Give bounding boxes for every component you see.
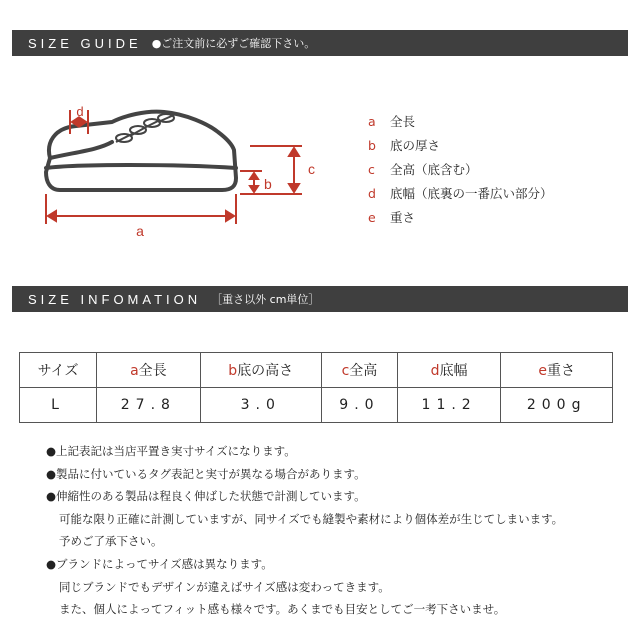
legend-key: b [368, 138, 376, 153]
legend-item [368, 134, 553, 158]
legend-key: e [368, 210, 376, 225]
size-table [19, 352, 613, 423]
table-header-row [20, 353, 613, 388]
diagram-label-a: a [136, 223, 144, 239]
legend-text: 全長 [390, 114, 416, 129]
size-guide-bar [12, 30, 628, 56]
measurement-legend [368, 110, 553, 230]
header-label: 全高 [349, 363, 378, 379]
legend-text: 底の厚さ [390, 138, 441, 153]
size-guide-title: SIZE GUIDE [28, 35, 142, 51]
header-label: 底幅 [439, 363, 468, 379]
diagram-label-d: d [76, 104, 84, 119]
header-key: e [538, 363, 547, 379]
legend-key: c [368, 162, 375, 177]
cell-size: L [20, 388, 97, 423]
cell-value: 200g [501, 388, 613, 423]
header-label: 全長 [138, 363, 167, 379]
legend-item [368, 206, 553, 230]
size-info-title: SIZE INFOMATION [28, 291, 202, 307]
header-key: b [228, 363, 238, 379]
legend-text: 全高（底含む） [390, 162, 478, 177]
note-line: ●上記表記は当店平置き実寸サイズになります。 [46, 444, 296, 458]
diagram-label-c: c [308, 161, 315, 177]
cell-value: 3.0 [200, 388, 321, 423]
shoe-diagram [36, 98, 326, 248]
header-e [501, 353, 613, 388]
size-info-note: ［重さ以外 cm単位］ [211, 293, 320, 306]
note-line: 可能な限り正確に計測していますが、同サイズでも縫製や素材により個体差が生じてしまいます。 [59, 511, 564, 526]
cell-value: 11.2 [397, 388, 500, 423]
diagram-label-b: b [264, 176, 272, 192]
legend-key: a [368, 114, 376, 129]
legend-text: 重さ [390, 210, 416, 225]
header-key: a [130, 363, 139, 379]
header-label: 底の高さ [237, 363, 294, 379]
header-size: サイズ [20, 353, 97, 388]
legend-key: d [368, 186, 376, 201]
size-guide-note: ●ご注文前に必ずご確認下さい。 [151, 37, 316, 50]
cell-value: 9.0 [321, 388, 397, 423]
header-key: c [341, 363, 350, 379]
note-line: 予めご了承下さい。 [59, 534, 163, 549]
notes-list [46, 440, 563, 621]
header-c [321, 353, 397, 388]
size-info-bar [12, 286, 628, 312]
header-a [97, 353, 200, 388]
header-d [397, 353, 500, 388]
note-line: また、個人によってフィット感も様々です。あくまでも目安としてご一考下さいませ。 [59, 602, 506, 617]
cell-value: 27.8 [97, 388, 200, 423]
legend-item [368, 110, 553, 134]
header-label: 重さ [546, 363, 575, 379]
header-b [200, 353, 321, 388]
note-line: ●伸縮性のある製品は程良く伸ばした状態で計測しています。 [46, 489, 366, 504]
table-row [20, 388, 613, 423]
note-line: ●ブランドによってサイズ感は異なります。 [46, 556, 273, 571]
legend-text: 底幅（底裏の一番広い部分） [390, 186, 553, 201]
note-line: ●製品に付いているタグ表記と実寸が異なる場合があります。 [46, 466, 366, 481]
header-key: d [430, 363, 440, 379]
note-line: 同じブランドでもデザインが違えばサイズ感は変わってきます。 [59, 579, 390, 594]
legend-item [368, 182, 553, 206]
legend-item [368, 158, 553, 182]
